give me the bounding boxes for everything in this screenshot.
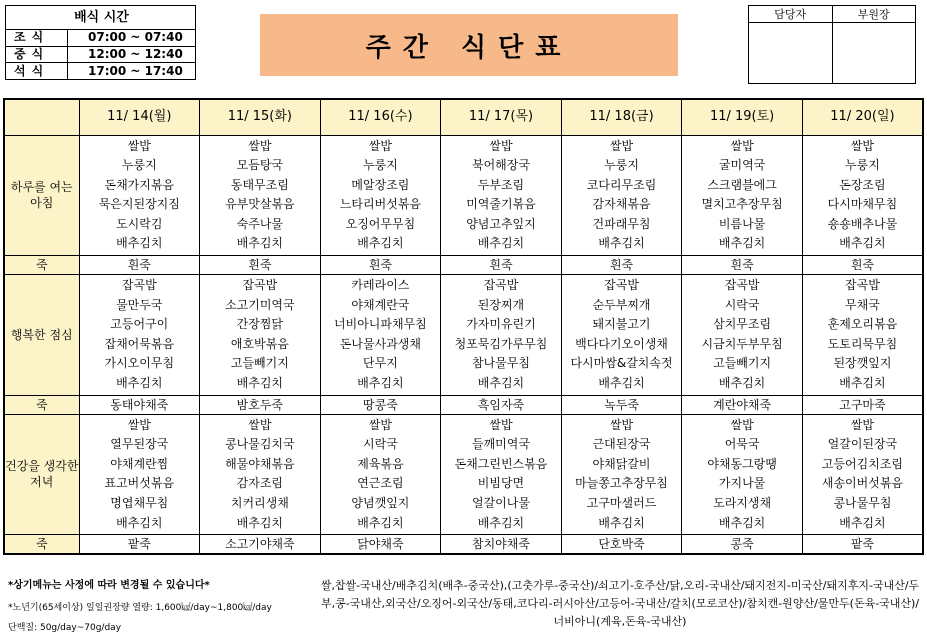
menu-item: 열무된장국 (110, 437, 169, 452)
day-header: 11/ 16(수) (320, 99, 441, 135)
porridge-label: 죽 (4, 256, 79, 275)
menu-item: 쌀밥 (368, 138, 392, 153)
menu-item: 배추김치 (116, 515, 163, 530)
menu-item: 야채계란국 (351, 297, 410, 312)
menu-item: 쌀밥 (248, 138, 272, 153)
approval-manager-label: 담당자 (749, 6, 833, 23)
menu-item: 쌀밥 (127, 417, 151, 432)
menu-item: 건파래무침 (592, 216, 651, 231)
breakfast-label: 하루를 여는 아침 (4, 135, 79, 256)
menu-item: 쌀밥 (127, 138, 151, 153)
menu-item: 다시마채무침 (827, 197, 898, 212)
menu-item: 순두부찌개 (592, 297, 651, 312)
menu-item: 너비아니파채무침 (334, 317, 427, 332)
menu-item: 쌀밥 (489, 417, 513, 432)
menu-item: 비름나물 (718, 216, 766, 231)
breakfast-porridge-row (4, 256, 923, 275)
porridge-label: 죽 (4, 395, 79, 414)
menu-item: 잡곡밥 (121, 278, 157, 293)
day-header: 11/ 15(화) (200, 99, 321, 135)
menu-item: 배추김치 (357, 376, 404, 391)
porridge-label: 죽 (4, 535, 79, 554)
menu-cell (79, 414, 200, 535)
corner-cell (4, 99, 79, 135)
menu-item: 백다다기오이생채 (575, 336, 668, 351)
menu-item: 배추김치 (718, 236, 766, 251)
porridge-cell: 흰죽 (200, 256, 321, 275)
menu-item: 무채국 (845, 297, 880, 312)
menu-item: 쌀밥 (609, 138, 634, 153)
menu-item: 배추김치 (477, 376, 525, 391)
menu-item: 배추김치 (357, 236, 404, 251)
menu-item: 고등어김치조림 (821, 456, 904, 471)
menu-cell (561, 135, 682, 256)
menu-item: 유부맛살볶음 (225, 197, 295, 212)
menu-item: 돈장조림 (839, 177, 886, 192)
menu-cell (682, 135, 803, 256)
menu-cell (200, 414, 321, 535)
porridge-cell: 팥죽 (79, 535, 200, 554)
day-header: 11/ 19(토) (682, 99, 803, 135)
porridge-cell: 흰죽 (802, 256, 923, 275)
menu-item: 배추김치 (839, 376, 886, 391)
menu-item: 배추김치 (116, 376, 163, 391)
day-header: 11/ 20(일) (802, 99, 923, 135)
menu-item: 된장찌개 (477, 297, 525, 312)
menu-item: 얼갈이된장국 (827, 437, 898, 452)
menu-item: 느타리버섯볶음 (339, 197, 421, 212)
menu-item: 연근조림 (357, 476, 404, 491)
dinner-label: 건강을 생각한 저녁 (4, 414, 79, 535)
menu-cell (320, 135, 441, 256)
menu-item: 훈제오리볶음 (827, 317, 898, 332)
menu-item: 돈채그린빈스볶음 (454, 456, 548, 471)
lunch-row (4, 275, 923, 396)
menu-item: 미역줄기볶음 (466, 197, 536, 212)
menu-item: 표고버섯볶음 (104, 476, 175, 491)
menu-item: 누룽지 (845, 158, 880, 173)
menu-item: 콩나물김치국 (225, 437, 295, 452)
weekly-menu-table (3, 98, 924, 555)
menu-item: 새송이버섯볶음 (821, 476, 904, 491)
menu-item: 쌀밥 (730, 417, 754, 432)
day-header: 11/ 17(목) (441, 99, 562, 135)
porridge-cell: 고구마죽 (802, 395, 923, 414)
menu-item: 가자미유린기 (466, 317, 536, 332)
menu-item: 해물야채볶음 (225, 456, 295, 471)
menu-item: 돼지불고기 (592, 317, 651, 332)
porridge-cell: 소고기야채죽 (200, 535, 321, 554)
menu-cell (682, 275, 803, 396)
approval-manager-sign (749, 23, 833, 84)
menu-item: 배추김치 (236, 376, 284, 391)
porridge-cell: 흰죽 (79, 256, 200, 275)
meal-time-dinner: 17:00 ~ 17:40 (68, 63, 196, 80)
menu-item: 고등어구이 (110, 317, 169, 332)
menu-item: 굴미역국 (718, 158, 766, 173)
menu-item: 배추김치 (477, 236, 525, 251)
menu-cell (441, 414, 562, 535)
menu-item: 야채동그랑땡 (707, 456, 777, 471)
menu-item: 도라지생채 (713, 496, 772, 510)
porridge-cell: 흑임자죽 (441, 395, 562, 414)
porridge-cell: 흰죽 (682, 256, 803, 275)
menu-item: 시락국 (363, 437, 398, 452)
menu-item: 잡채어묵볶음 (104, 336, 175, 351)
menu-item: 배추김치 (598, 236, 645, 251)
day-header: 11/ 14(월) (79, 99, 200, 135)
menu-item: 누룽지 (121, 158, 157, 173)
menu-item: 배추김치 (839, 236, 886, 251)
menu-item: 배추김치 (598, 515, 645, 530)
menu-item: 북어해장국 (471, 158, 530, 173)
lunch-porridge-row (4, 395, 923, 414)
meal-label-lunch: 중식 (6, 46, 68, 63)
menu-cell (441, 135, 562, 256)
menu-item: 배추김치 (116, 236, 163, 251)
menu-item: 시락국 (724, 297, 760, 312)
porridge-cell: 닭야채죽 (320, 535, 441, 554)
menu-item: 단무지 (363, 356, 398, 371)
menu-cell (79, 135, 200, 256)
menu-item: 잡곡밥 (483, 278, 519, 293)
menu-change-note: *상기메뉴는 사정에 따라 변경될 수 있습니다* (8, 580, 210, 591)
menu-item: 감자채볶음 (592, 197, 651, 212)
lunch-label: 행복한 점심 (4, 275, 79, 396)
porridge-cell: 밤호두죽 (200, 395, 321, 414)
porridge-cell: 단호박죽 (561, 535, 682, 554)
porridge-cell: 팥죽 (802, 535, 923, 554)
menu-item: 묵은지된장지짐 (98, 197, 180, 212)
meal-label-breakfast: 조식 (6, 30, 68, 47)
menu-item: 잡곡밥 (242, 278, 278, 293)
page-title: 주간 식단표 (260, 14, 678, 76)
menu-item: 쌀밥 (489, 138, 513, 153)
meal-time-lunch: 12:00 ~ 12:40 (68, 46, 196, 63)
menu-item: 배추김치 (357, 515, 404, 530)
menu-item: 가지나물 (718, 476, 766, 491)
meal-time-breakfast: 07:00 ~ 07:40 (68, 30, 196, 47)
menu-item: 오징어무무침 (345, 216, 416, 231)
porridge-cell: 땅콩죽 (320, 395, 441, 414)
porridge-cell: 흰죽 (320, 256, 441, 275)
porridge-cell: 녹두죽 (561, 395, 682, 414)
menu-cell (802, 275, 923, 396)
menu-item: 두부조림 (477, 177, 525, 192)
dinner-row (4, 414, 923, 535)
menu-cell (441, 275, 562, 396)
menu-item: 애호박볶음 (230, 336, 289, 351)
menu-item: 다시마쌈&갈치속젓 (570, 356, 673, 371)
menu-item: 양념고추잎지 (466, 216, 536, 231)
menu-cell (682, 414, 803, 535)
porridge-cell: 흰죽 (441, 256, 562, 275)
menu-item: 쌀밥 (609, 417, 634, 432)
menu-item: 돈채가지볶음 (104, 177, 175, 192)
approval-vice-director-sign (832, 23, 916, 84)
energy-recommendation-note: *노년기(65세이상) 일일권장량 열량: 1,600㎉/day~1,800㎉/day (8, 603, 272, 613)
menu-item: 근대된장국 (592, 437, 651, 452)
porridge-cell: 흰죽 (561, 256, 682, 275)
menu-item: 고들빼기지 (713, 356, 772, 371)
menu-item: 쌀밥 (368, 417, 392, 432)
protein-recommendation-note: 단백질: 50g/day~70g/day (8, 623, 122, 633)
menu-item: 제육볶음 (357, 456, 404, 471)
menu-item: 배추김치 (236, 236, 284, 251)
porridge-cell: 참치야채죽 (441, 535, 562, 554)
menu-item: 누룽지 (604, 158, 639, 173)
menu-item: 삼치무조림 (713, 317, 772, 332)
menu-item: 잡곡밥 (724, 278, 760, 293)
menu-item: 어묵국 (724, 437, 760, 452)
menu-item: 모듬탕국 (236, 158, 284, 173)
menu-cell (320, 414, 441, 535)
menu-item: 고들빼기지 (230, 356, 289, 371)
menu-item: 참나물무침 (471, 356, 530, 371)
porridge-cell: 콩죽 (682, 535, 803, 554)
menu-item: 치커리생채 (230, 496, 289, 510)
menu-item: 쌀밥 (248, 417, 272, 432)
approval-box (748, 5, 916, 84)
menu-cell (802, 135, 923, 256)
menu-item: 물만두국 (116, 297, 163, 312)
menu-item: 배추김치 (718, 376, 766, 391)
menu-cell (561, 414, 682, 535)
menu-item: 양념깻잎지 (351, 496, 410, 510)
menu-item: 잡곡밥 (845, 278, 880, 293)
menu-item: 콩나물무침 (833, 496, 892, 510)
menu-item: 숑숑배추나물 (827, 216, 898, 231)
menu-item: 명엽채무침 (110, 496, 169, 510)
menu-cell (802, 414, 923, 535)
menu-item: 도토리묵무침 (827, 336, 898, 351)
menu-item: 멸치고추장무침 (701, 197, 783, 212)
menu-item: 잡곡밥 (604, 278, 639, 293)
menu-cell (200, 135, 321, 256)
menu-item: 메알장조림 (351, 177, 410, 192)
menu-item: 배추김치 (236, 515, 284, 530)
porridge-cell: 동태야채죽 (79, 395, 200, 414)
menu-item: 누룽지 (363, 158, 398, 173)
menu-item: 비빔당면 (477, 476, 525, 491)
menu-item: 된장깻잎지 (833, 356, 892, 371)
breakfast-row (4, 135, 923, 256)
menu-item: 청포묵김가루무침 (454, 336, 548, 351)
menu-item: 동태무조림 (230, 177, 289, 192)
menu-item: 시금치두부무침 (701, 336, 783, 351)
menu-cell (561, 275, 682, 396)
menu-item: 배추김치 (839, 515, 886, 530)
dinner-porridge-row (4, 535, 923, 554)
menu-item: 야채닭갈비 (592, 456, 651, 471)
menu-item: 배추김치 (477, 515, 525, 530)
menu-cell (200, 275, 321, 396)
menu-item: 쌀밥 (850, 138, 875, 153)
menu-item: 도시락김 (116, 216, 163, 231)
menu-item: 간장찜닭 (236, 317, 284, 332)
approval-vice-director-label: 부원장 (832, 6, 916, 23)
menu-item: 야채계란찜 (110, 456, 169, 471)
menu-cell (79, 275, 200, 396)
meal-label-dinner: 석식 (6, 63, 68, 80)
menu-item: 돈나물사과생채 (339, 336, 421, 351)
menu-cell (320, 275, 441, 396)
menu-item: 가시오이무침 (104, 356, 175, 371)
serving-time-table (5, 5, 196, 80)
menu-item: 들깨미역국 (471, 437, 530, 452)
menu-item: 얼갈이나물 (471, 496, 530, 510)
menu-item: 배추김치 (598, 376, 645, 391)
menu-item: 소고기미역국 (225, 297, 295, 312)
origin-info: 쌀,찹쌀-국내산/배추김치(배추-중국산),(고춧가루-중국산)/쇠고기-호주산/닭,오리-국내산/돼지전지-미국산/돼지후지-국내산/두부,콩-국내산,외국산/오징어-외국산/동태,코다리-러시아산/고등어-국내산/갈치(모로코산)/참치캔-원양산/물만두(돈육-국내산)/너비아니(계육,돈육-국내산) (320, 579, 920, 628)
menu-item: 마늘쫑고추장무침 (575, 476, 668, 491)
menu-item: 쌀밥 (850, 417, 875, 432)
menu-item: 코다리무조림 (586, 177, 657, 192)
menu-item: 감자조림 (236, 476, 284, 491)
menu-item: 카레라이스 (351, 278, 410, 293)
day-header: 11/ 18(금) (561, 99, 682, 135)
menu-item: 숙주나물 (236, 216, 284, 231)
menu-item: 고구마샐러드 (586, 496, 657, 510)
serving-time-header: 배식 시간 (6, 6, 196, 30)
menu-item: 쌀밥 (730, 138, 754, 153)
porridge-cell: 계란야채죽 (682, 395, 803, 414)
menu-item: 스크램블에그 (707, 177, 777, 192)
menu-item: 배추김치 (718, 515, 766, 530)
